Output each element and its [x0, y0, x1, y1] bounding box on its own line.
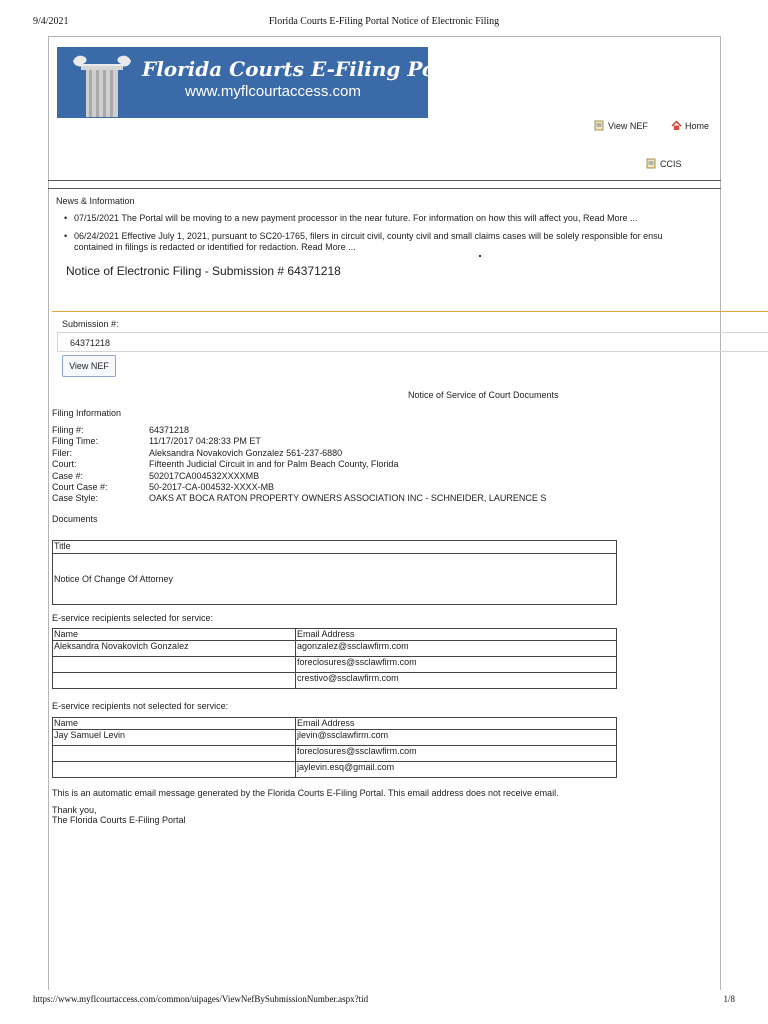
filing-row — [52, 448, 546, 459]
submission-row-top-border — [57, 332, 768, 333]
filing-key: Filer: — [52, 447, 72, 458]
print-footer — [0, 994, 768, 1008]
recipient-name-cell: Jay Samuel Levin — [53, 730, 296, 746]
filing-key: Case Style: — [52, 493, 99, 504]
recipient-name-cell — [53, 657, 296, 673]
ccis-link-label: CCIS — [660, 158, 682, 169]
closing-message — [52, 788, 559, 825]
automatic-message-note: This is an automatic email message generated by the Florida Courts E-Filing Portal. This email address does not receive email. — [52, 788, 559, 798]
filing-key: Court Case #: — [52, 482, 108, 493]
recipient-name-cell — [53, 746, 296, 762]
table-row — [53, 657, 617, 673]
filing-value: OAKS AT BOCA RATON PROPERTY OWNERS ASSOCIATION INC - SCHNEIDER, LAURENCE S — [149, 493, 547, 504]
submission-label: Submission #: — [62, 319, 119, 329]
page-title: Notice of Electronic Filing - Submission # 64371218 — [66, 264, 341, 278]
table-row — [53, 554, 617, 605]
section-divider — [52, 311, 768, 312]
home-link-label: Home — [685, 120, 710, 131]
table-header-cell: Title — [53, 541, 617, 554]
recipient-name-cell — [53, 673, 296, 689]
recipient-name-cell — [53, 762, 296, 778]
filing-information-grid — [52, 425, 546, 505]
filing-row — [52, 436, 546, 447]
filing-key: Case #: — [52, 470, 84, 481]
news-item[interactable] — [64, 231, 768, 253]
service-title: Notice of Service of Court Documents — [408, 390, 559, 400]
print-date: 9/4/2021 — [33, 16, 69, 27]
view-nef-button[interactable]: View NEF — [62, 355, 116, 377]
documents-table — [52, 540, 617, 605]
news-list — [64, 213, 768, 260]
table-header-cell: Email Address — [296, 718, 617, 730]
home-link[interactable] — [671, 120, 709, 131]
document-title: Notice Of Change Of Attorney — [54, 574, 174, 584]
document-title-cell[interactable] — [53, 554, 617, 605]
frame-top-border — [48, 36, 721, 37]
not-selected-recipients-label: E-service recipients not selected for service: — [52, 701, 229, 711]
portal-banner[interactable] — [57, 47, 476, 118]
thank-you-line: Thank you, — [52, 805, 97, 815]
ccis-link[interactable] — [646, 158, 682, 169]
print-title: Florida Courts E-Filing Portal Notice of Electronic Filing — [268, 16, 500, 27]
banner-url: www.myflcourtaccess.com — [185, 83, 361, 100]
submission-row-left-border — [57, 332, 58, 352]
selected-recipients-table — [52, 628, 617, 689]
table-header-cell: Email Address — [296, 629, 617, 641]
table-header-row — [53, 718, 617, 730]
table-row — [53, 746, 617, 762]
filing-value: 50-2017-CA-004532-XXXX-MB — [149, 482, 275, 493]
filing-information-label: Filing Information — [52, 408, 122, 418]
home-icon — [671, 120, 682, 131]
filing-key: Filing Time: — [52, 436, 99, 447]
recipient-email-cell: foreclosures@ssclawfirm.com — [296, 746, 617, 762]
banner-title: Florida Courts E-Filing Portal — [142, 57, 476, 81]
table-row — [53, 641, 617, 657]
submission-row-bottom-border — [57, 351, 768, 352]
ionic-column-icon — [69, 51, 135, 117]
recipient-name-cell: Aleksandra Novakovich Gonzalez — [53, 641, 296, 657]
view-nef-link-label: View NEF — [608, 120, 648, 131]
header-divider-2 — [48, 188, 721, 189]
filing-key: Filing #: — [52, 425, 84, 435]
filing-value: Fifteenth Judicial Circuit in and for Palm Beach County, Florida — [149, 459, 399, 470]
table-header-cell: Name — [53, 629, 296, 641]
documents-label: Documents — [52, 514, 98, 524]
not-selected-recipients-table — [52, 717, 617, 778]
print-page-number: 1/8 — [723, 994, 735, 1004]
filing-row — [52, 482, 546, 493]
news-item[interactable] — [64, 213, 768, 224]
filing-value: 11/17/2017 04:28:33 PM ET — [149, 436, 261, 447]
table-header-cell: Name — [53, 718, 296, 730]
document-icon — [646, 158, 657, 169]
header-divider — [48, 180, 721, 181]
recipient-email-cell: foreclosures@ssclawfirm.com — [296, 657, 617, 673]
filing-value: 502017CA004532XXXXMB — [149, 470, 260, 481]
selected-recipients-label: E-service recipients selected for service: — [52, 613, 214, 623]
news-item-text-continued: contained in filings is redacted or identified for redaction. Read More ... — [74, 242, 356, 252]
table-row — [53, 673, 617, 689]
filing-value: Aleksandra Novakovich Gonzalez 561-237-6880 — [149, 447, 343, 458]
news-section-title: News & Information — [56, 196, 135, 206]
filing-key: Court: — [52, 459, 77, 470]
table-header-row — [53, 541, 617, 554]
print-header — [0, 16, 768, 30]
news-item-text: 07/15/2021 The Portal will be moving to a new payment processor in the near future. For information on how this will affect you, Read More ... — [74, 213, 638, 223]
filing-row — [52, 471, 546, 482]
recipient-email-cell: crestivo@ssclawfirm.com — [296, 673, 617, 689]
filing-row — [52, 493, 546, 504]
submission-value: 64371218 — [70, 338, 111, 348]
filing-value: 64371218 — [149, 425, 190, 435]
view-nef-link[interactable] — [594, 120, 648, 131]
filing-row — [52, 459, 546, 470]
table-header-row — [53, 629, 617, 641]
table-row — [53, 762, 617, 778]
news-item-text: 06/24/2021 Effective July 1, 2021, pursuant to SC20-1765, filers in circuit civil, county civil and small claims cases will be solely responsible for ensu — [74, 231, 663, 241]
document-icon — [594, 120, 605, 131]
stray-dot — [479, 255, 481, 257]
recipient-email-cell: agonzalez@ssclawfirm.com — [296, 641, 617, 657]
table-row — [53, 730, 617, 746]
recipient-email-cell: jlevin@ssclawfirm.com — [296, 730, 617, 746]
filing-row — [52, 425, 546, 436]
signature-line: The Florida Courts E-Filing Portal — [52, 815, 186, 825]
recipient-email-cell: jaylevin.esq@gmail.com — [296, 762, 617, 778]
print-url: https://www.myflcourtaccess.com/common/uipages/ViewNefBySubmissionNumber.aspx?tid — [33, 994, 369, 1004]
